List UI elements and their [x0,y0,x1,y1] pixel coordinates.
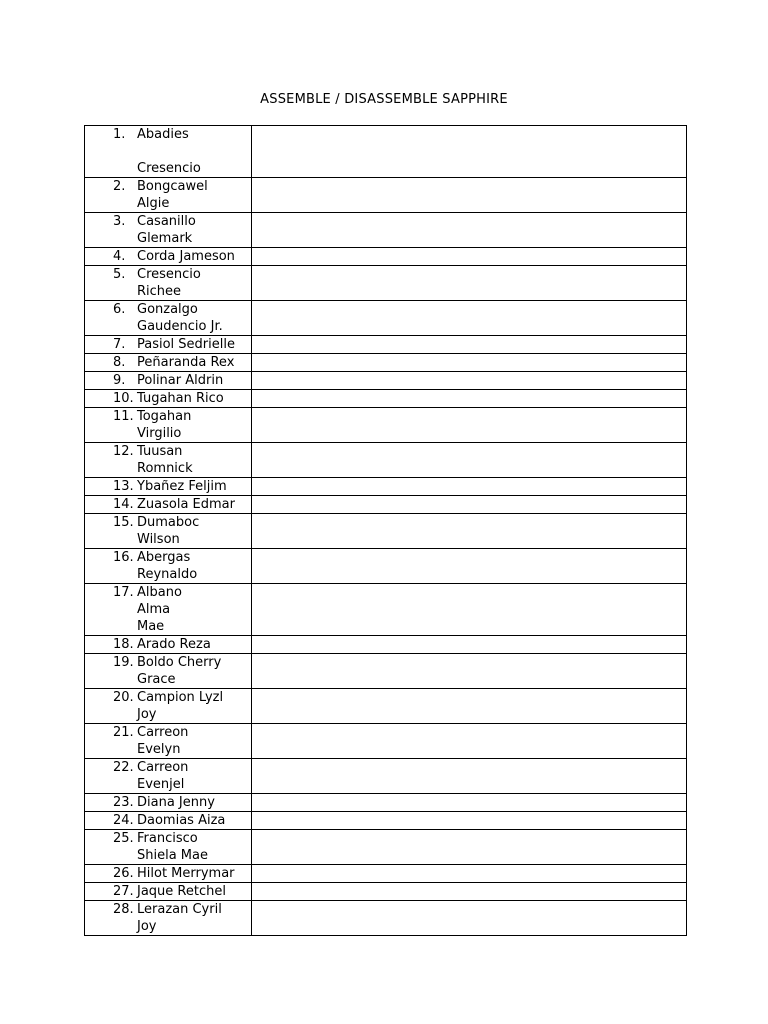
member-name: Abadies Cresencio [137,127,201,176]
blank-cell [252,301,687,336]
table-row [85,443,687,478]
table-row [85,636,687,654]
name-cell [85,883,252,901]
member-name: Peñaranda Rex [137,355,235,370]
name-cell [85,636,252,654]
roster-table-1 [84,125,687,584]
blank-cell [252,266,687,301]
list-item [85,865,251,882]
blank-cell [252,336,687,354]
list-item [85,372,251,389]
list-item [85,496,251,513]
table-row [85,759,687,794]
member-name: Campion Lyzl Joy [137,690,224,722]
table-row [85,794,687,812]
list-item [85,812,251,829]
member-name: Hilot Merrymar [137,866,235,881]
blank-cell [252,354,687,372]
item-number: 1. [113,127,126,142]
name-cell [85,266,252,301]
roster-table-2 [84,583,687,936]
name-cell [85,901,252,936]
member-name: Lerazan Cyril Joy [137,902,222,934]
name-cell [85,213,252,248]
blank-cell [252,478,687,496]
blank-cell [252,549,687,584]
member-name: Francisco Shiela Mae [137,831,208,863]
blank-cell [252,584,687,636]
name-cell [85,812,252,830]
table-row [85,408,687,443]
table-row [85,883,687,901]
member-name: Diana Jenny [137,795,215,810]
name-cell [85,443,252,478]
list-item [85,514,251,548]
name-cell [85,336,252,354]
blank-cell [252,865,687,883]
list-item [85,336,251,353]
name-cell [85,478,252,496]
table-row [85,372,687,390]
name-cell [85,794,252,812]
member-name: Daomias Aiza [137,813,226,828]
table-row [85,865,687,883]
list-item [85,724,251,758]
item-number: 12. [113,444,134,459]
member-name: Albano Alma Mae [137,585,182,634]
name-cell [85,178,252,213]
item-number: 7. [113,337,126,352]
blank-cell [252,408,687,443]
list-item [85,654,251,688]
list-item [85,443,251,477]
item-number: 21. [113,725,134,740]
item-number: 28. [113,902,134,917]
item-number: 15. [113,515,134,530]
item-number: 5. [113,267,126,282]
list-item [85,178,251,212]
blank-cell [252,126,687,178]
table-row [85,901,687,936]
blank-cell [252,901,687,936]
blank-cell [252,443,687,478]
table-row [85,549,687,584]
blank-cell [252,178,687,213]
list-item [85,478,251,495]
list-item [85,390,251,407]
item-number: 2. [113,179,126,194]
table-row [85,830,687,865]
member-name: Zuasola Edmar [137,497,235,512]
item-number: 27. [113,884,134,899]
blank-cell [252,654,687,689]
item-number: 20. [113,690,134,705]
list-item [85,354,251,371]
table-row [85,584,687,636]
member-name: Gonzalgo Gaudencio Jr. [137,302,223,334]
list-item [85,549,251,583]
table-row [85,178,687,213]
blank-cell [252,390,687,408]
item-number: 23. [113,795,134,810]
item-number: 19. [113,655,134,670]
item-number: 11. [113,409,134,424]
member-name: Togahan Virgilio [137,409,192,441]
table-row [85,266,687,301]
member-name: Tuusan Romnick [137,444,193,476]
blank-cell [252,689,687,724]
name-cell [85,654,252,689]
member-name: Casanillo Glemark [137,214,196,246]
blank-cell [252,213,687,248]
list-item [85,830,251,864]
list-item [85,248,251,265]
name-cell [85,372,252,390]
item-number: 16. [113,550,134,565]
member-name: Corda Jameson [137,249,235,264]
blank-cell [252,496,687,514]
item-number: 4. [113,249,126,264]
member-name: Arado Reza [137,637,211,652]
item-number: 6. [113,302,126,317]
blank-cell [252,830,687,865]
name-cell [85,759,252,794]
table-row [85,336,687,354]
list-item [85,689,251,723]
list-item [85,636,251,653]
member-name: Pasiol Sedrielle [137,337,235,352]
item-number: 17. [113,585,134,600]
list-item [85,759,251,793]
name-cell [85,248,252,266]
blank-cell [252,883,687,901]
item-number: 18. [113,637,134,652]
member-name: Dumaboc Wilson [137,515,200,547]
name-cell [85,689,252,724]
member-name: Abergas Reynaldo [137,550,198,582]
blank-cell [252,514,687,549]
item-number: 9. [113,373,126,388]
table-row [85,354,687,372]
table-row [85,689,687,724]
blank-cell [252,794,687,812]
table-row [85,126,687,178]
list-item [85,584,251,635]
list-item [85,794,251,811]
table-row [85,724,687,759]
list-item [85,266,251,300]
table-row [85,496,687,514]
blank-cell [252,812,687,830]
member-name: Polinar Aldrin [137,373,224,388]
table-row [85,654,687,689]
list-item [85,213,251,247]
item-number: 24. [113,813,134,828]
blank-cell [252,248,687,266]
member-name: Cresencio Richee [137,267,201,299]
table-row [85,213,687,248]
name-cell [85,301,252,336]
item-number: 8. [113,355,126,370]
item-number: 13. [113,479,134,494]
member-name: Jaque Retchel [137,884,226,899]
member-name: Bongcawel Algie [137,179,208,211]
name-cell [85,408,252,443]
item-number: 3. [113,214,126,229]
table-row [85,248,687,266]
table-row [85,812,687,830]
item-number: 22. [113,760,134,775]
blank-cell [252,759,687,794]
name-cell [85,549,252,584]
list-item [85,883,251,900]
table-row [85,514,687,549]
item-number: 10. [113,391,134,406]
blank-cell [252,724,687,759]
name-cell [85,514,252,549]
member-name: Carreon Evenjel [137,760,189,792]
name-cell [85,354,252,372]
member-name: Tugahan Rico [137,391,224,406]
name-cell [85,496,252,514]
name-cell [85,390,252,408]
member-name: Boldo Cherry Grace [137,655,222,687]
list-item [85,408,251,442]
list-item [85,901,251,935]
item-number: 14. [113,497,134,512]
member-name: Ybañez Feljim [137,479,227,494]
table-row [85,478,687,496]
page-title: ASSEMBLE / DISASSEMBLE SAPPHIRE [260,92,508,107]
name-cell [85,865,252,883]
list-item [85,301,251,335]
item-number: 25. [113,831,134,846]
table-row [85,390,687,408]
name-cell [85,126,252,178]
member-name: Carreon Evelyn [137,725,189,757]
list-item [85,126,251,177]
blank-cell [252,372,687,390]
name-cell [85,584,252,636]
name-cell [85,724,252,759]
table-row [85,301,687,336]
blank-cell [252,636,687,654]
name-cell [85,830,252,865]
item-number: 26. [113,866,134,881]
